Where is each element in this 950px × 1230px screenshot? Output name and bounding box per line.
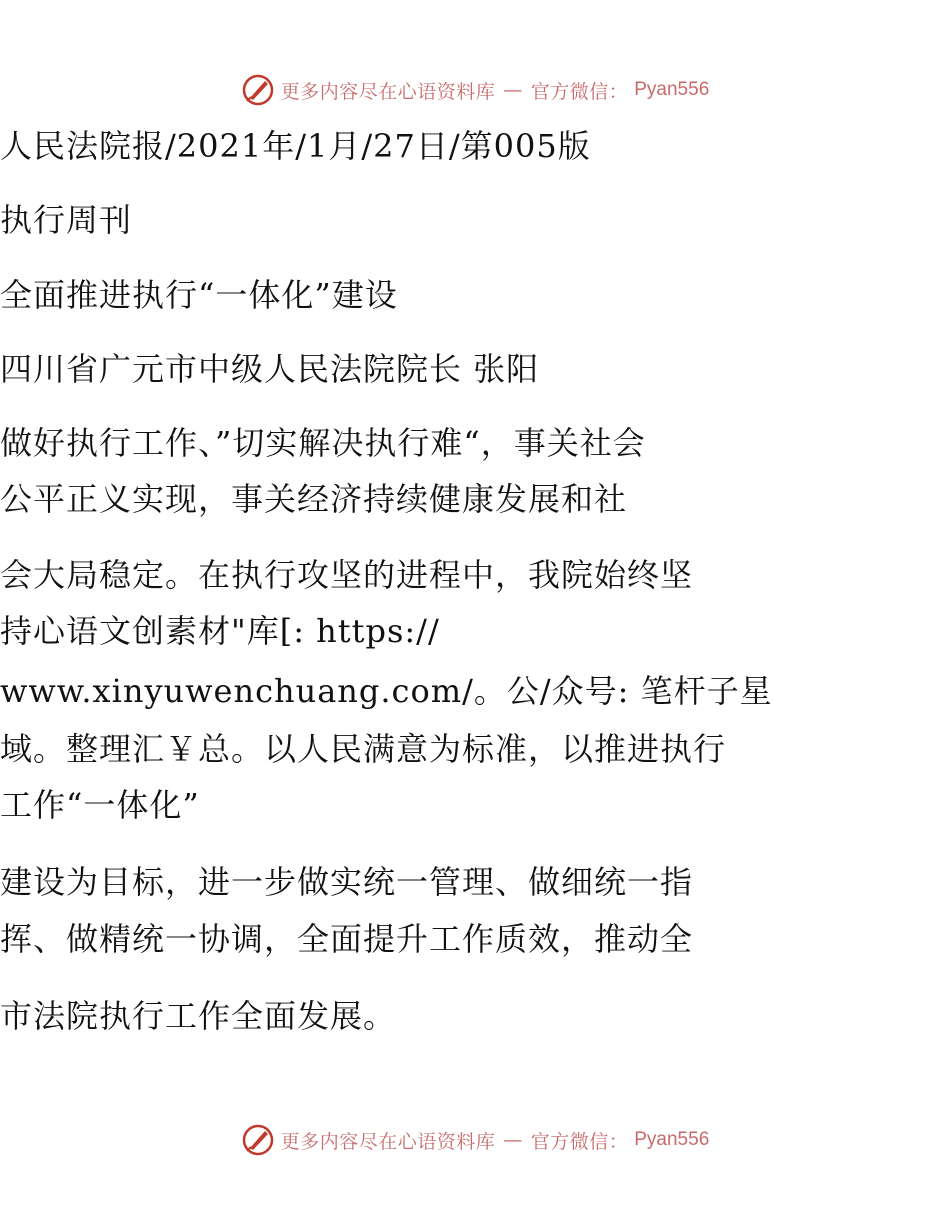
footer-banner-content <box>241 1123 710 1157</box>
doc-line-paragraph: 持心语文创素材"库[: https:// <box>0 612 440 650</box>
doc-line-section: 执行周刊 <box>0 201 133 239</box>
header-banner-content <box>241 73 710 107</box>
quill-logo-icon <box>241 1123 275 1157</box>
doc-line-paragraph: 域。整理汇￥总。以人民满意为标准，以推进执行 <box>0 730 727 768</box>
doc-line-title: 全面推进执行“一体化”建设 <box>0 276 398 314</box>
banner-account: Pyan556 <box>634 79 710 100</box>
banner-dash: — <box>503 1129 523 1151</box>
banner-slogan: 更多内容尽在心语资料库 <box>280 80 496 103</box>
doc-line-paragraph: 做好执行工作、”切实解决执行难“，事关社会 <box>0 424 646 462</box>
doc-line-paragraph: 公平正义实现，事关经济持续健康发展和社 <box>0 480 628 518</box>
doc-line-paragraph: 工作“一体化” <box>0 786 200 824</box>
header-banner <box>0 70 950 110</box>
doc-line-source: 人民法院报/2021年/1月/27日/第005版 <box>0 127 591 165</box>
footer-banner <box>0 1120 950 1160</box>
doc-line-paragraph: 市法院执行工作全面发展。 <box>0 997 397 1035</box>
banner-slogan: 更多内容尽在心语资料库 <box>280 1130 496 1153</box>
banner-label: 官方微信： <box>530 80 629 103</box>
banner-dash: — <box>503 79 523 101</box>
banner-account: Pyan556 <box>634 1129 710 1150</box>
quill-logo-icon <box>241 73 275 107</box>
doc-line-paragraph: 建设为目标，进一步做实统一管理、做细统一指 <box>0 863 694 901</box>
doc-line-paragraph: 挥、做精统一协调，全面提升工作质效，推动全 <box>0 920 694 958</box>
doc-line-paragraph: 会大局稳定。在执行攻坚的进程中，我院始终坚 <box>0 556 694 594</box>
banner-label: 官方微信： <box>530 1130 629 1153</box>
doc-line-author: 四川省广元市中级人民法院院长 张阳 <box>0 350 540 388</box>
doc-line-paragraph: www.xinyuwenchuang.com/。公/众号: 笔杆子星 <box>0 672 773 710</box>
